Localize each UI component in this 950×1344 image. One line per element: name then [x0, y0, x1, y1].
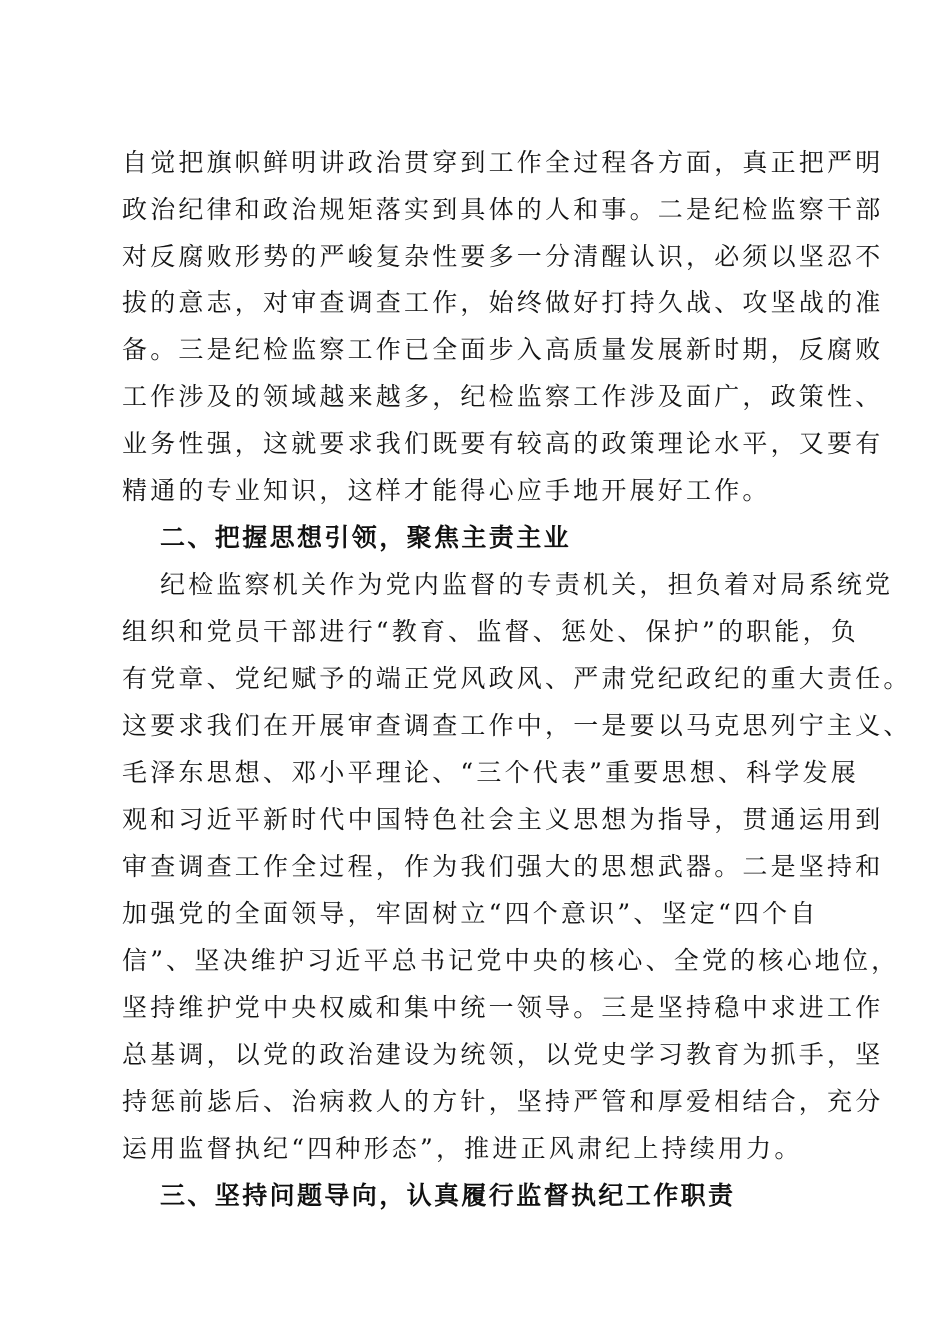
paragraph-line: 这要求我们在开展审查调查工作中，一是要以马克思列宁主义、 — [122, 711, 912, 740]
paragraph-line: 业务性强，这就要求我们既要有较高的政策理论水平，又要有 — [122, 429, 884, 458]
paragraph-line: 精通的专业知识，这样才能得心应手地开展好工作。 — [122, 476, 771, 505]
paragraph-line: 拔的意志，对审查调查工作，始终做好打持久战、攻坚战的准 — [122, 288, 884, 317]
section-heading-2: 二、把握思想引领，聚焦主责主业 — [160, 523, 572, 552]
paragraph-line: 持惩前毖后、治病救人的方针，坚持严管和厚爱相结合，充分 — [122, 1087, 884, 1116]
paragraph-line: 观和习近平新时代中国特色社会主义思想为指导，贯通运用到 — [122, 805, 884, 834]
paragraph-line: 加强党的全面领导，牢固树立“四个意识”、坚定“四个自 — [122, 899, 819, 928]
paragraph-line: 政治纪律和政治规矩落实到具体的人和事。二是纪检监察干部 — [122, 195, 884, 224]
paragraph-line: 备。三是纪检监察工作已全面步入高质量发展新时期，反腐败 — [122, 335, 884, 364]
paragraph-line: 组织和党员干部进行“教育、监督、惩处、保护”的职能，负 — [122, 617, 859, 646]
paragraph-line: 对反腐败形势的严峻复杂性要多一分清醒认识，必须以坚忍不 — [122, 242, 884, 271]
paragraph-line: 有党章、党纪赋予的端正党风政风、严肃党纪政纪的重大责任。 — [122, 664, 912, 693]
paragraph-line: 坚持维护党中央权威和集中统一领导。三是坚持稳中求进工作 — [122, 993, 884, 1022]
paragraph-line: 纪检监察机关作为党内监督的专责机关，担负着对局系统党 — [160, 570, 894, 599]
paragraph-line: 审查调查工作全过程，作为我们强大的思想武器。二是坚持和 — [122, 852, 884, 881]
paragraph-line: 工作涉及的领域越来越多，纪检监察工作涉及面广，政策性、 — [122, 382, 884, 411]
paragraph-line: 运用监督执纪“四种形态”，推进正风肃纪上持续用力。 — [122, 1134, 803, 1163]
section-heading-3: 三、坚持问题导向，认真履行监督执纪工作职责 — [160, 1181, 736, 1210]
paragraph-line: 信”、坚决维护习近平总书记党中央的核心、全党的核心地位， — [122, 946, 900, 975]
paragraph-line: 毛泽东思想、邓小平理论、“三个代表”重要思想、科学发展 — [122, 758, 859, 787]
paragraph-line: 总基调，以党的政治建设为统领，以党史学习教育为抓手，坚 — [122, 1040, 884, 1069]
paragraph-line: 自觉把旗帜鲜明讲政治贯穿到工作全过程各方面，真正把严明 — [122, 148, 884, 177]
